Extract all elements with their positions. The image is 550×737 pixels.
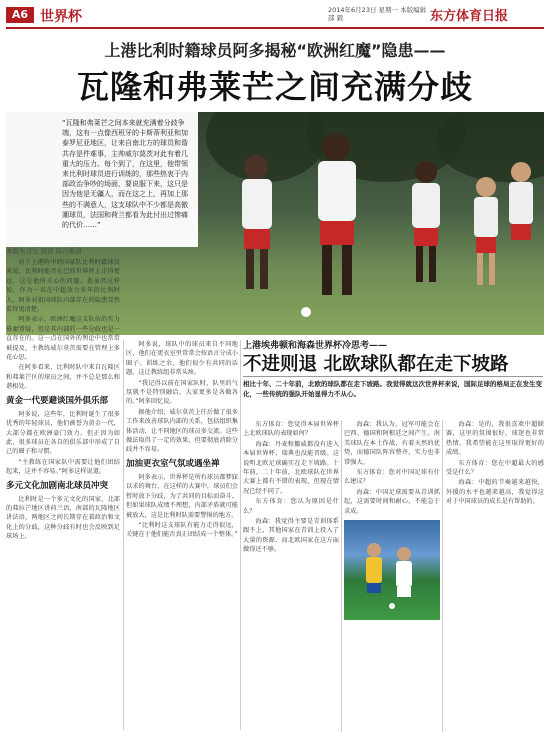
story1-column-2 [126,340,238,732]
subhead: 黄金一代要避谈国外俱乐部 [6,395,109,406]
story2-column-1 [243,420,339,732]
paragraph: “比利时这支球队有能力走得很远，关键在于他们能否真正团结成一个整体。” [126,521,238,539]
section-title: 世界杯 [40,9,82,25]
paragraph: 海森：中超的节奏越来越快，外援的水平也越来越高，我觉得这对于中国球员的成长是有帮助的。 [446,479,544,506]
paragraph: 东方体育：您觉得本届世界杯上北欧球队的表现如何？ [243,421,339,438]
column-divider [442,420,443,732]
story2-kicker: 上港埃弗顿和海森世界杯冷思考—— [243,341,388,351]
column-divider [240,340,241,730]
date-line: 2014年6月23日 星期一 本版编辑 邵 毅 [328,6,427,22]
player-figure [366,543,382,593]
story1-kicker: 上港比利时籍球员阿多揭秘“欧洲红魔”隐患—— [104,41,446,60]
player-figure [318,133,356,295]
player-figure [242,155,272,289]
paragraph: 在阿多看来，比利时队中来自瓦隆区和弗莱芒区的球员之间，并不总是那么和谐相处。 [6,364,120,391]
player-figure [474,177,498,285]
paragraph: 阿多说，球队中的球员来自不同地区，他们在更衣室里常常会按语言分成小圈子。训练之余，他们很少有共同的话题，这让教练组非常头疼。 [126,341,238,377]
pull-quote: “瓦隆和弗莱芒之间本来就充满着分歧争端，这有一点像西班牙的卡斯蒂利亚和加泰罗尼亚地区，让来自南北方的球员和谐共存是件难事，主帅威尔莫茨对此有着几重大的压力。每个到了，在这里，他带领来比利时球员进行训练的，那些热衷于内部政治争吵的场面，要说服下来，这只是因为他是无疆人，而在这之上，再加上那些的不满意人，这支球队中不少都是高傲潮球员，法国和荷兰都看为此付出过惨痛的代价……” [6,112,198,247]
paragraph: 东方体育：您对中国足球有什么建议？ [344,469,440,486]
paragraph: 阿多表示，欧洲红魔这支队伍的实力毋庸置疑，但是其内部的一些分歧也是一直存在的。这一点在国外的舆论中也常常被提及，主教练威尔莫茨需要在管理上多花心思。 [6,316,120,362]
masthead: 东方体育日报 [430,9,509,24]
player-figure [412,161,440,282]
ball [389,603,395,609]
match-photo [344,520,440,620]
paragraph: 比利时是一个多元文化的国家，北部的弗拉芒地区讲荷兰语，南部的瓦隆地区讲法语，两地区之间长期存在着政治和文化上的分歧，这种分歧有时也会反映到足球场上。 [6,495,120,541]
paragraph: 海森：我觉得主要是青训体系跟不上，其他国家在青训上投入了大量的资源，而北欧国家在这方面做得还不够。 [243,518,339,554]
paragraph: 海森：丹麦和挪威都没有进入本届世界杯，瑞典也没能晋级。这说明北欧足球确实在走下坡路。十年前，二十年前，北欧球队在世界大赛上都有不错的表现，但现在情况已经不同了。 [243,440,339,495]
player-figure [509,162,533,240]
paragraph: 东方体育：您认为原因是什么？ [243,498,339,515]
subhead: 加油更衣室气氛或遇坐禅 [126,458,220,469]
story1-headline: 瓦隆和弗莱芒之间充满分歧 [76,68,473,106]
paragraph: 海森：是的，我很喜欢中超联赛，这里的氛围很好，球迷也非常热情。我希望能在这里取得更好的成绩。 [446,421,544,457]
paragraph: 据他介绍，威尔莫茨上任后做了很多工作来改善球队内部的关系，包括组织集体活动，让不同地区的球员多交流。这些做法取得了一定的效果，但要彻底消除分歧并不容易。 [126,408,238,454]
player-figure [396,547,412,597]
header-rule [6,27,544,29]
page-number: A6 [6,7,34,23]
story1-column-1 [6,258,120,732]
paragraph: 东方体育：您在中超最大的感受是什么？ [446,459,544,477]
paragraph: 阿多说，这些年，比利时诞生了很多优秀的年轻球员，他们被誉为黄金一代，大部分都在欧洲豪门效力。但正因为如此，很多球员在各自的俱乐部中形成了自己的圈子和习惯。 [6,410,120,456]
column-divider [123,340,124,730]
ball [301,307,311,317]
story1-byline: 本报实习生 周宾 综合报道 [6,247,82,255]
paragraph: 海森：我认为，冠军可能会在巴西、德国和阿根廷之间产生。南美球队在本土作战，有着天然的优势，而德国队阵容整齐，实力也非常强大。 [344,421,440,466]
story2-rule [243,376,543,377]
paragraph: 阿多表示，世界杯是所有球员都梦寐以求的舞台，在这样的大赛中，球员们会暂时放下分歧，为了共同的目标而奋斗。但如果球队成绩不理想，内部矛盾就可能被放大，这是比利时队需要警惕的地方。 [126,473,238,519]
paragraph: “我记得以前在国家队时，队里的气氛就不是特别融洽，大家更多是各做各的。”阿多回忆说。 [126,379,238,406]
story2-lead: 相比十年、二十年前，北欧的球队都在走下坡路。我觉得就这次世界杯来说，国际足球的格局正在发生变化，一些传统的强队开始显得力不从心。 [243,380,542,398]
paragraph: 海森：中国足球需要从青训抓起，这需要时间和耐心，不能急于求成。 [344,488,440,515]
paragraph: “主教练在国家队中需要让他们团结起来，这并不容易。”阿多这样说道。 [6,458,120,476]
subhead: 多元文化加剧南北球员冲突 [6,480,109,491]
story2-column-3 [446,420,544,732]
story2-headline: 不进则退 北欧球队都在走下坡路 [243,354,509,375]
column-divider [341,420,342,732]
paragraph: 对于上港阵中的国家队比利时籍球员来说，比利时能否在巴西世界杯上走得更远，这是他所关心的问题。他虽然这样说，作为一名在中超效力多年的比利时人，阿多对祖国球队内部存在的隐患显然看得更清楚。 [6,259,120,314]
